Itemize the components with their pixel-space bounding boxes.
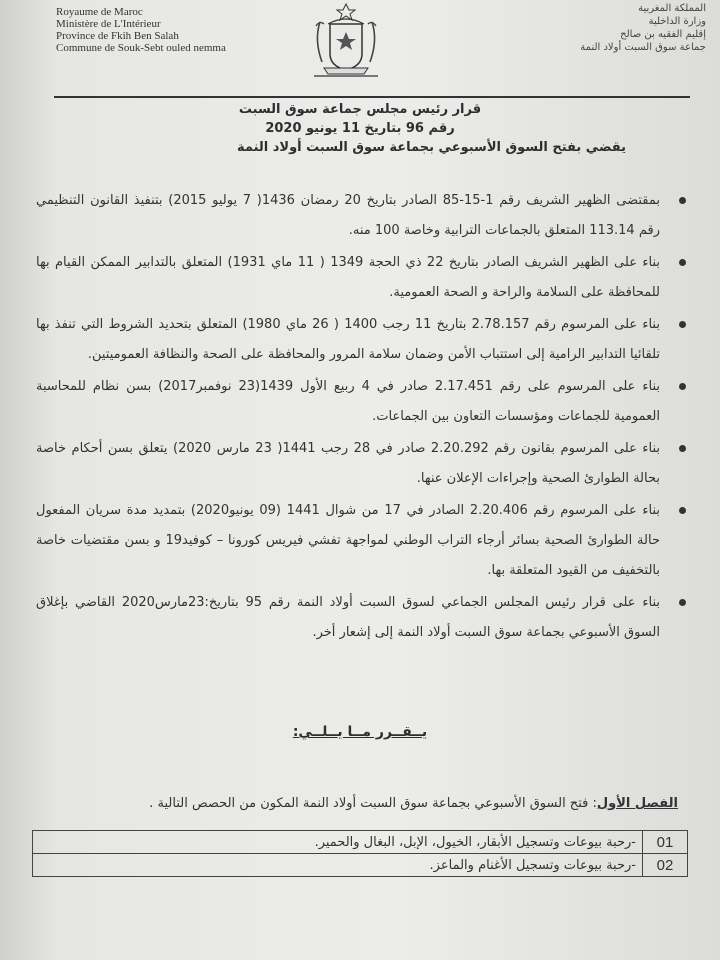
header-left-line: Commune de Souk-Sebt ouled nemma: [56, 42, 226, 54]
paragraph-text: بناء على المرسوم على رقم 2.17.451 صادر في 4 ربيع الأول 1439(23 نوفمبر2017) بسن نظام للمحاسبة العمومية للجماعات ومؤسسات التعاون بين الجماعات.: [36, 379, 660, 424]
header-divider: [54, 96, 690, 98]
row-description: -رحبة بيوعات وتسجيل الأغنام والماعز.: [33, 854, 643, 877]
decree-heading: يــقــرر مــا يــلــي:: [292, 724, 428, 740]
paragraph-text: بمقتضى الظهير الشريف رقم 1-15-85 الصادر بتاريخ 20 رمضان 1436( 7 يوليو 2015) بتنفيذ القانون التنظيمي رقم 113.14 المتعلق بالجماعات الترابية وخاصة 100 منه.: [36, 193, 660, 238]
bullet-icon: [679, 259, 686, 266]
bullet-icon: [679, 321, 686, 328]
preamble-paragraph: [36, 372, 692, 432]
header-left-line: Ministère de L'Intérieur: [56, 18, 161, 30]
preamble-paragraph: [36, 186, 692, 246]
moroccan-coat-of-arms-icon: [306, 2, 386, 84]
preamble-paragraph: [36, 310, 692, 370]
chapter-one: [40, 796, 678, 811]
chapter-label: الفصل الأول: [596, 796, 678, 811]
bullet-icon: [679, 445, 686, 452]
header-left-line: Province de Fkih Ben Salah: [56, 30, 179, 42]
header-right-line: المملكة المغربية: [638, 3, 706, 14]
paragraph-text: بناء على قرار رئيس المجلس الجماعي لسوق السبت أولاد النمة رقم 95 بتاريخ:23مارس2020 القاضي بإغلاق السوق الأسبوعي بجماعة سوق السبت أولاد النمة إلى إشعار أخر.: [36, 595, 660, 640]
preamble: [36, 186, 692, 650]
header-right-line: جماعة سوق السبت أولاد النمة: [580, 42, 706, 53]
paragraph-text: بناء على المرسوم بقانون رقم 2.20.292 صادر في 28 رجب 1441( 23 مارس 2020) يتعلق بسن أحكام خاصة بحالة الطوارئ الصحية وإجراءات الإعلان عنها.: [36, 441, 660, 486]
header-right-line: إقليم الفقيه بن صالح: [620, 29, 706, 40]
market-sections-table: [32, 830, 688, 877]
header-left-line: Royaume de Maroc: [56, 6, 143, 18]
paragraph-text: بناء على الظهير الشريف الصادر بتاريخ 22 ذي الحجة 1349 ( 11 ماي 1931) المتعلق بالتدابير الممكن القيام بها للمحافظة على السلامة والراحة و الصحة العمومية.: [36, 255, 661, 300]
table-row: [33, 831, 688, 854]
row-description: -رحبة بيوعات وتسجيل الأبقار، الخيول، الإبل، البغال والحمير.: [33, 831, 643, 854]
header-french: [56, 6, 226, 54]
table-row: [33, 854, 688, 877]
preamble-paragraph: [36, 496, 692, 586]
header-arabic: [580, 2, 706, 54]
decision-number-date: رقم 96 بتاريخ 11 يونيو 2020: [265, 121, 455, 136]
bullet-icon: [679, 599, 686, 606]
decision-subject: يقضي بفتح السوق الأسبوعي بجماعة سوق السبت أولاد النمة: [236, 140, 626, 155]
chapter-text: : فتح السوق الأسبوعي بجماعة سوق السبت أولاد النمة المكون من الحصص التالية .: [149, 796, 597, 811]
decision-title: قرار رئيس مجلس جماعة سوق السبت: [238, 102, 482, 117]
preamble-paragraph: [36, 588, 692, 648]
preamble-paragraph: [36, 248, 692, 308]
paragraph-text: بناء على المرسوم رقم 2.20.406 الصادر في 17 من شوال 1441 (09 يونيو2020) بتمديد مدة سريان المفعول حالة الطوارئ الصحية بسائر أرجاء التراب الوطني لمواجهة تفشي فيريس كورونا – كوفيد19 و بسن مقتضيات خاصة بالتخفيف من القيود المتعلقة بها.: [36, 503, 660, 578]
preamble-paragraph: [36, 434, 692, 494]
paragraph-text: بناء على المرسوم رقم 2.78.157 بتاريخ 11 رجب 1400 ( 26 ماي 1980) المتعلق بتحديد الشروط التي تنفذ بها تلقائيا التدابير الرامية إلى استتباب الأمن وضمان سلامة المرور والمحافظة على الصحة والنظافة العموميتين.: [36, 317, 660, 362]
bullet-icon: [679, 507, 686, 514]
bullet-icon: [679, 383, 686, 390]
row-number: 02: [643, 854, 688, 877]
bullet-icon: [679, 197, 686, 204]
decision-title-block: [40, 100, 680, 157]
row-number: 01: [643, 831, 688, 854]
header-right-line: وزارة الداخلية: [648, 16, 706, 27]
